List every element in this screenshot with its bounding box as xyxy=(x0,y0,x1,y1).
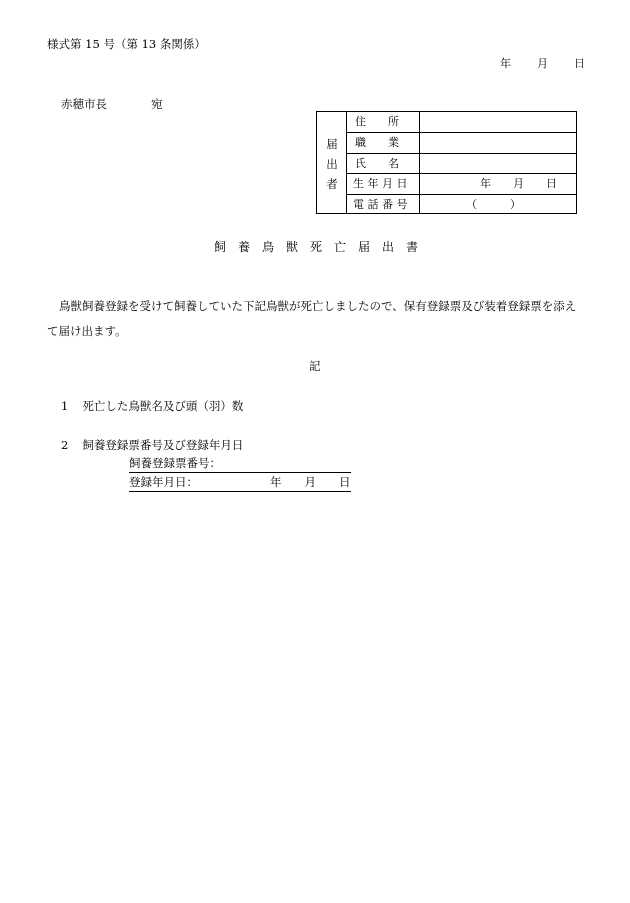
notifier-side-char: 出 xyxy=(326,157,338,171)
notifier-table xyxy=(316,111,577,214)
addressee-name: 赤穂市長 xyxy=(61,97,107,111)
date-month: 月 xyxy=(537,57,548,70)
body-paragraph: 鳥獣飼養登録を受けて飼養していた下記鳥獣が死亡しましたので、保有登録票及び装着登録票を添えて届け出ます。 xyxy=(47,299,577,338)
notifier-row-occupation xyxy=(347,132,576,152)
notifier-row-birthdate xyxy=(347,173,576,193)
ki-heading: 記 xyxy=(309,359,321,373)
registration-date-field[interactable] xyxy=(129,475,351,492)
submission-date xyxy=(500,55,585,71)
registration-date-value: 年 月 日 xyxy=(270,475,351,489)
registration-date-label: 登録年月日： xyxy=(129,475,198,489)
item-2 xyxy=(61,437,243,453)
addressee-suffix: 宛 xyxy=(151,97,163,111)
notifier-row-phone xyxy=(347,194,576,214)
phone-field[interactable]: （ ） xyxy=(466,197,521,211)
registration-number-field[interactable] xyxy=(129,456,351,473)
notifier-side-char: 者 xyxy=(326,177,338,191)
addressee xyxy=(61,96,163,112)
document-title: 飼 養 鳥 獣 死 亡 届 出 書 xyxy=(214,240,419,254)
notifier-row-name xyxy=(347,153,576,173)
row-label: 生 年 月 日 xyxy=(347,174,420,193)
row-label: 職 業 xyxy=(347,133,420,152)
date-day: 日 xyxy=(574,57,585,70)
notifier-side-label xyxy=(317,112,347,213)
item-text: 飼養登録票番号及び登録年月日 xyxy=(82,438,244,452)
row-label: 住 所 xyxy=(347,112,420,132)
form-number: 様式第 15 号（第 13 条関係） xyxy=(47,37,206,51)
notifier-side-char: 届 xyxy=(326,137,338,151)
item-number: 1 xyxy=(61,399,69,413)
item-1 xyxy=(61,398,243,414)
address-field[interactable] xyxy=(420,112,576,132)
occupation-field[interactable] xyxy=(420,133,576,152)
item-number: 2 xyxy=(61,438,69,452)
date-year: 年 xyxy=(500,57,511,70)
birthdate-field[interactable]: 年 月 日 xyxy=(480,177,557,191)
registration-number-label: 飼養登録票番号： xyxy=(129,456,221,470)
notifier-row-address xyxy=(347,112,576,132)
row-label: 電 話 番 号 xyxy=(347,195,420,214)
row-label: 氏 名 xyxy=(347,154,420,173)
name-field[interactable] xyxy=(420,154,576,173)
item-text: 死亡した鳥獣名及び頭（羽）数 xyxy=(82,399,244,413)
